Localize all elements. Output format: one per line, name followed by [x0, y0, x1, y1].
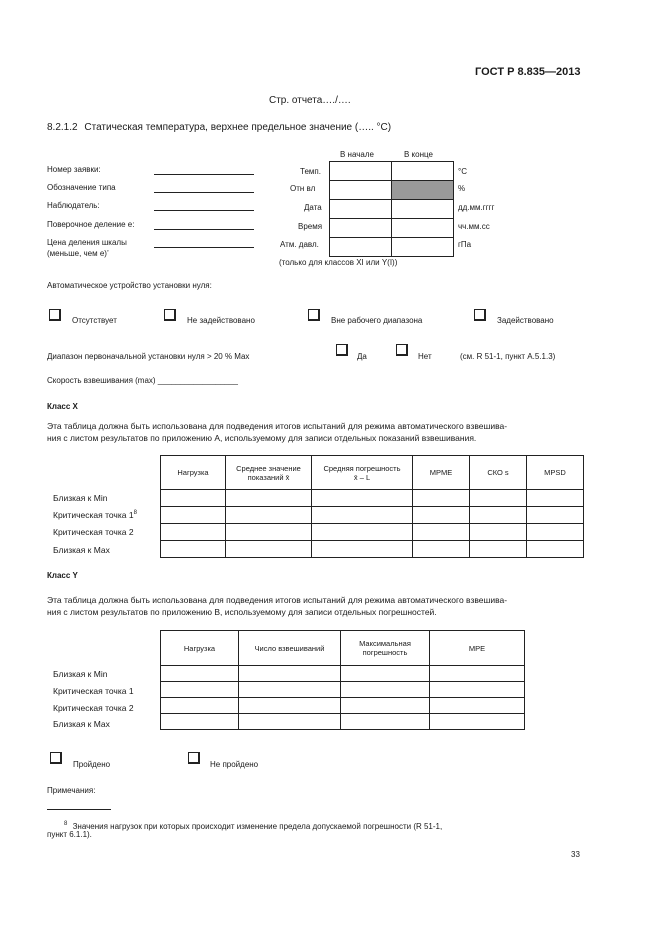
result-passed: Пройдено [73, 760, 111, 769]
env-cell[interactable] [392, 162, 454, 181]
class-x-row-crit2: Критическая точка 2 [53, 527, 134, 537]
env-cell[interactable] [392, 200, 454, 219]
footnote-divider [47, 809, 111, 810]
footnote-ref: 8 [133, 510, 137, 517]
env-unit-time: чч.мм.сс [458, 222, 490, 231]
notes-label: Примечания: [47, 786, 96, 795]
env-col-end: В конце [404, 150, 433, 159]
env-unit-date: дд.мм.гггг [458, 203, 495, 212]
env-col-start: В начале [340, 150, 374, 159]
col-header-count: Число взвешиваний [239, 631, 341, 666]
option-absent: Отсутствует [72, 316, 117, 325]
env-unit-temp: °С [458, 167, 467, 176]
env-label-pressure: Атм. давл. [280, 240, 319, 249]
class-x-text-1: Эта таблица должна быть использована для подведения итогов испытаний для режима автоматического взвешива- [47, 421, 508, 431]
table-cell[interactable] [226, 490, 312, 507]
checkbox-no[interactable] [396, 344, 408, 356]
table-cell[interactable] [239, 666, 341, 682]
option-out-of-range: Вне рабочего диапазона [331, 316, 423, 325]
col-header-load: Нагрузка [161, 456, 226, 490]
field-line-scale[interactable] [154, 247, 254, 248]
class-y-text-2: ния с листом результатов по приложению В, используемому для записи отдельных погрешностей. [47, 607, 437, 617]
env-unit-pressure: гПа [458, 240, 472, 249]
field-line-observer[interactable] [154, 210, 254, 211]
table-cell[interactable] [413, 490, 470, 507]
table-cell[interactable] [312, 524, 413, 541]
class-x-row-crit1: Критическая точка $1^8$ [53, 510, 137, 520]
class-y-text-1: Эта таблица должна быть использована для подведения итогов испытаний для режима автоматического взвешива- [47, 595, 508, 605]
table-cell[interactable] [312, 490, 413, 507]
table-cell[interactable] [527, 507, 584, 524]
table-cell[interactable] [161, 682, 239, 698]
zero-device-label: Автоматическое устройство установки нуля: [47, 281, 212, 290]
class-x-text-2: ния с листом результатов по приложению А, используемому для записи отдельных показаний взвешивания. [47, 433, 477, 443]
field-line-division[interactable] [154, 229, 254, 230]
result-failed: Не пройдено [210, 760, 259, 769]
env-note: (только для классов XI или Y(I)) [279, 258, 398, 267]
table-cell[interactable] [226, 541, 312, 558]
table-cell[interactable] [430, 682, 525, 698]
section-number: 8.2.1.2 [47, 122, 78, 133]
table-cell[interactable] [341, 682, 430, 698]
zero-range-yes: Да [357, 352, 367, 361]
col-header-max-error: Максимальная погрешность [341, 631, 430, 666]
zero-range-no: Нет [418, 352, 432, 361]
env-label-humidity: Отн вл [290, 184, 316, 193]
field-line-request[interactable] [154, 174, 254, 175]
class-x-table [160, 455, 584, 558]
table-cell[interactable] [527, 524, 584, 541]
col-header-mpe: MPE [430, 631, 525, 666]
table-cell[interactable] [413, 541, 470, 558]
table-cell[interactable] [527, 541, 584, 558]
env-unit-humidity: % [458, 184, 466, 193]
class-x-row-min: Близкая к Min [53, 493, 108, 503]
env-cell[interactable] [330, 200, 392, 219]
col-header-mean-error: Средняя погрешность x̄ – L [312, 456, 413, 490]
footnote-mark: 8 [64, 821, 68, 827]
section-title-text: Статическая температура, верхнее предельное значение (….. °С) [84, 122, 392, 133]
table-cell[interactable] [413, 524, 470, 541]
zero-range-label: Диапазон первоначальной установки нуля > 20 % Max [47, 352, 250, 361]
table-cell[interactable] [341, 714, 430, 730]
table-cell[interactable] [161, 666, 239, 682]
field-label-scale-2: (меньше, чем e)’ [47, 249, 109, 258]
table-cell[interactable] [161, 490, 226, 507]
checkbox-engaged[interactable] [474, 309, 486, 321]
class-x-title: Класс X [47, 402, 78, 411]
table-cell[interactable] [239, 682, 341, 698]
zero-range-ref: (см. R 51-1, пункт A.5.1.3) [460, 352, 556, 361]
class-y-title: Класс Y [47, 571, 78, 580]
table-cell[interactable] [161, 524, 226, 541]
checkbox-out-of-range[interactable] [308, 309, 320, 321]
field-label-scale: Цена деления шкалы [47, 238, 127, 247]
env-cell[interactable] [330, 181, 392, 200]
table-cell[interactable] [239, 714, 341, 730]
env-cell[interactable] [330, 162, 392, 181]
speed-label: Скорость взвешивания (max) __________________ [47, 376, 238, 385]
section-title [47, 122, 391, 133]
checkbox-not-engaged[interactable] [164, 309, 176, 321]
table-cell[interactable] [470, 541, 527, 558]
class-y-row-crit1: Критическая точка 1 [53, 686, 134, 696]
env-label-time: Время [298, 222, 323, 231]
table-cell[interactable] [470, 507, 527, 524]
env-cell[interactable] [330, 238, 392, 257]
table-cell[interactable] [470, 490, 527, 507]
col-header-load: Нагрузка [161, 631, 239, 666]
env-cell[interactable] [392, 238, 454, 257]
table-cell[interactable] [527, 490, 584, 507]
page-number: 33 [571, 850, 580, 859]
env-label-date: Дата [304, 203, 322, 212]
env-cell[interactable] [392, 219, 454, 238]
table-cell[interactable] [341, 698, 430, 714]
class-x-row-max: Близкая к Max [53, 545, 110, 555]
table-cell[interactable] [239, 698, 341, 714]
checkbox-yes[interactable] [336, 344, 348, 356]
checkbox-passed[interactable] [50, 752, 62, 764]
field-label-type: Обозначение типа [47, 183, 116, 192]
field-label-observer: Наблюдатель: [47, 201, 100, 210]
env-label-temp: Темп. [300, 167, 321, 176]
col-header-mpme: MPME [413, 456, 470, 490]
standard-header: ГОСТ Р 8.835—2013 [475, 66, 581, 78]
footnote-line-2: пункт 6.1.1). [47, 830, 92, 839]
table-cell[interactable] [161, 507, 226, 524]
class-y-table [160, 630, 525, 730]
field-label-division: Поверочное деление e: [47, 220, 135, 229]
env-table [329, 161, 454, 257]
field-label-request: Номер заявки: [47, 165, 101, 174]
col-header-sd: СКО s [470, 456, 527, 490]
table-cell[interactable] [430, 698, 525, 714]
class-y-row-crit2: Критическая точка 2 [53, 703, 134, 713]
report-page: Стр. отчета…./…. [269, 95, 351, 106]
table-cell[interactable] [161, 541, 226, 558]
env-cell-shaded [392, 181, 454, 200]
footnote [64, 818, 580, 833]
table-cell[interactable] [312, 507, 413, 524]
checkbox-failed[interactable] [188, 752, 200, 764]
table-cell[interactable] [430, 714, 525, 730]
class-y-row-max: Близкая к Max [53, 719, 110, 729]
table-cell[interactable] [341, 666, 430, 682]
table-cell[interactable] [312, 541, 413, 558]
option-engaged: Задействовано [497, 316, 554, 325]
table-cell[interactable] [430, 666, 525, 682]
table-cell[interactable] [470, 524, 527, 541]
table-cell[interactable] [226, 507, 312, 524]
footnote-line-1: Значения нагрузок при которых происходит изменение предела допускаемой погрешности (R 51-1, [72, 821, 443, 831]
table-cell[interactable] [161, 714, 239, 730]
table-cell[interactable] [226, 524, 312, 541]
option-not-engaged: Не задействовано [187, 316, 255, 325]
col-header-mean: Среднее значение показаний x̄ [226, 456, 312, 490]
table-cell[interactable] [161, 698, 239, 714]
checkbox-absent[interactable] [49, 309, 61, 321]
class-y-row-min: Близкая к Min [53, 669, 108, 679]
field-line-type[interactable] [154, 192, 254, 193]
table-cell[interactable] [413, 507, 470, 524]
env-cell[interactable] [330, 219, 392, 238]
col-header-mpsd: MPSD [527, 456, 584, 490]
